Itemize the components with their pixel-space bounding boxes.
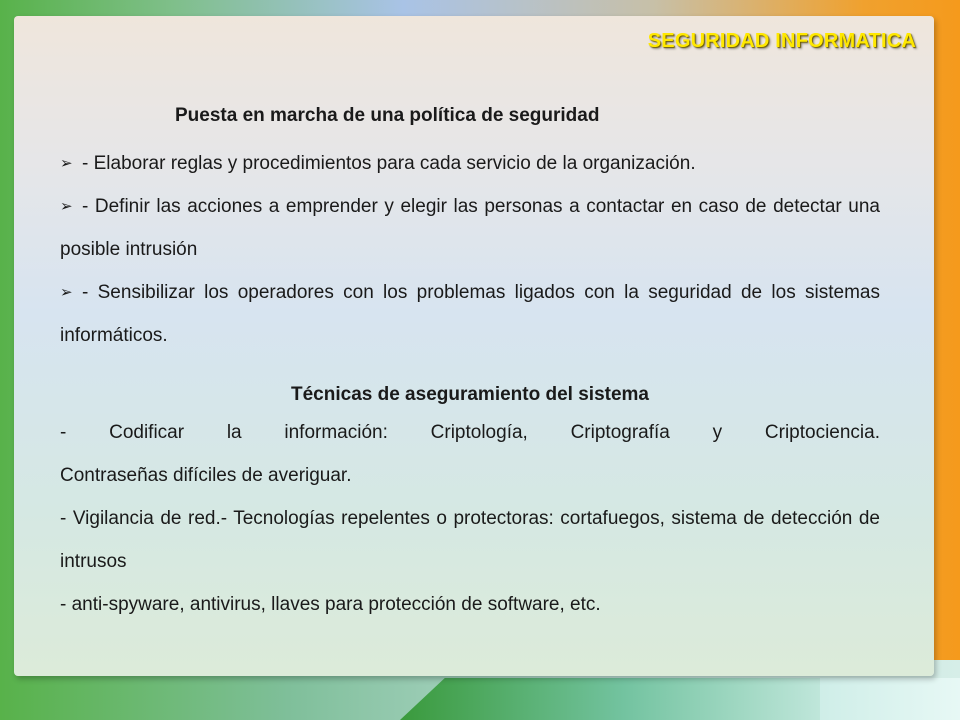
slide-content [60,100,880,626]
section-heading-system-techniques: Técnicas de aseguramiento del sistema [291,384,649,405]
arrow-bullet-icon: ➢ [60,198,73,215]
arrow-bullet-icon: ➢ [60,284,73,301]
section-heading-security-policy: Puesta en marcha de una política de seguridad [175,105,600,126]
bullet-item [60,142,880,185]
technique-item: Contraseñas difíciles de averiguar. [60,465,352,486]
technique-item: - Vigilancia de red.- Tecnologías repelentes o protectoras: cortafuegos, sistema de detección de intrusos [60,508,880,572]
bullet-text: - Sensibilizar los operadores con los problemas ligados con la seguridad de los sistemas informáticos. [60,282,880,346]
bullet-item [60,185,880,271]
slide-header-title: SEGURIDAD INFORMATICA [647,30,916,52]
arrow-bullet-icon: ➢ [60,155,73,172]
bottom-decorative-highlight [820,678,960,720]
bullet-text: - Definir las acciones a emprender y elegir las personas a contactar en caso de detectar una posible intrusión [60,196,880,260]
bullet-text: - Elaborar reglas y procedimientos para cada servicio de la organización. [82,153,696,174]
bullet-item [60,271,880,357]
technique-item: - anti-spyware, antivirus, llaves para protección de software, etc. [60,594,601,615]
technique-item: - Codificar la información: Criptología, Criptografía y Criptociencia. [60,422,880,443]
